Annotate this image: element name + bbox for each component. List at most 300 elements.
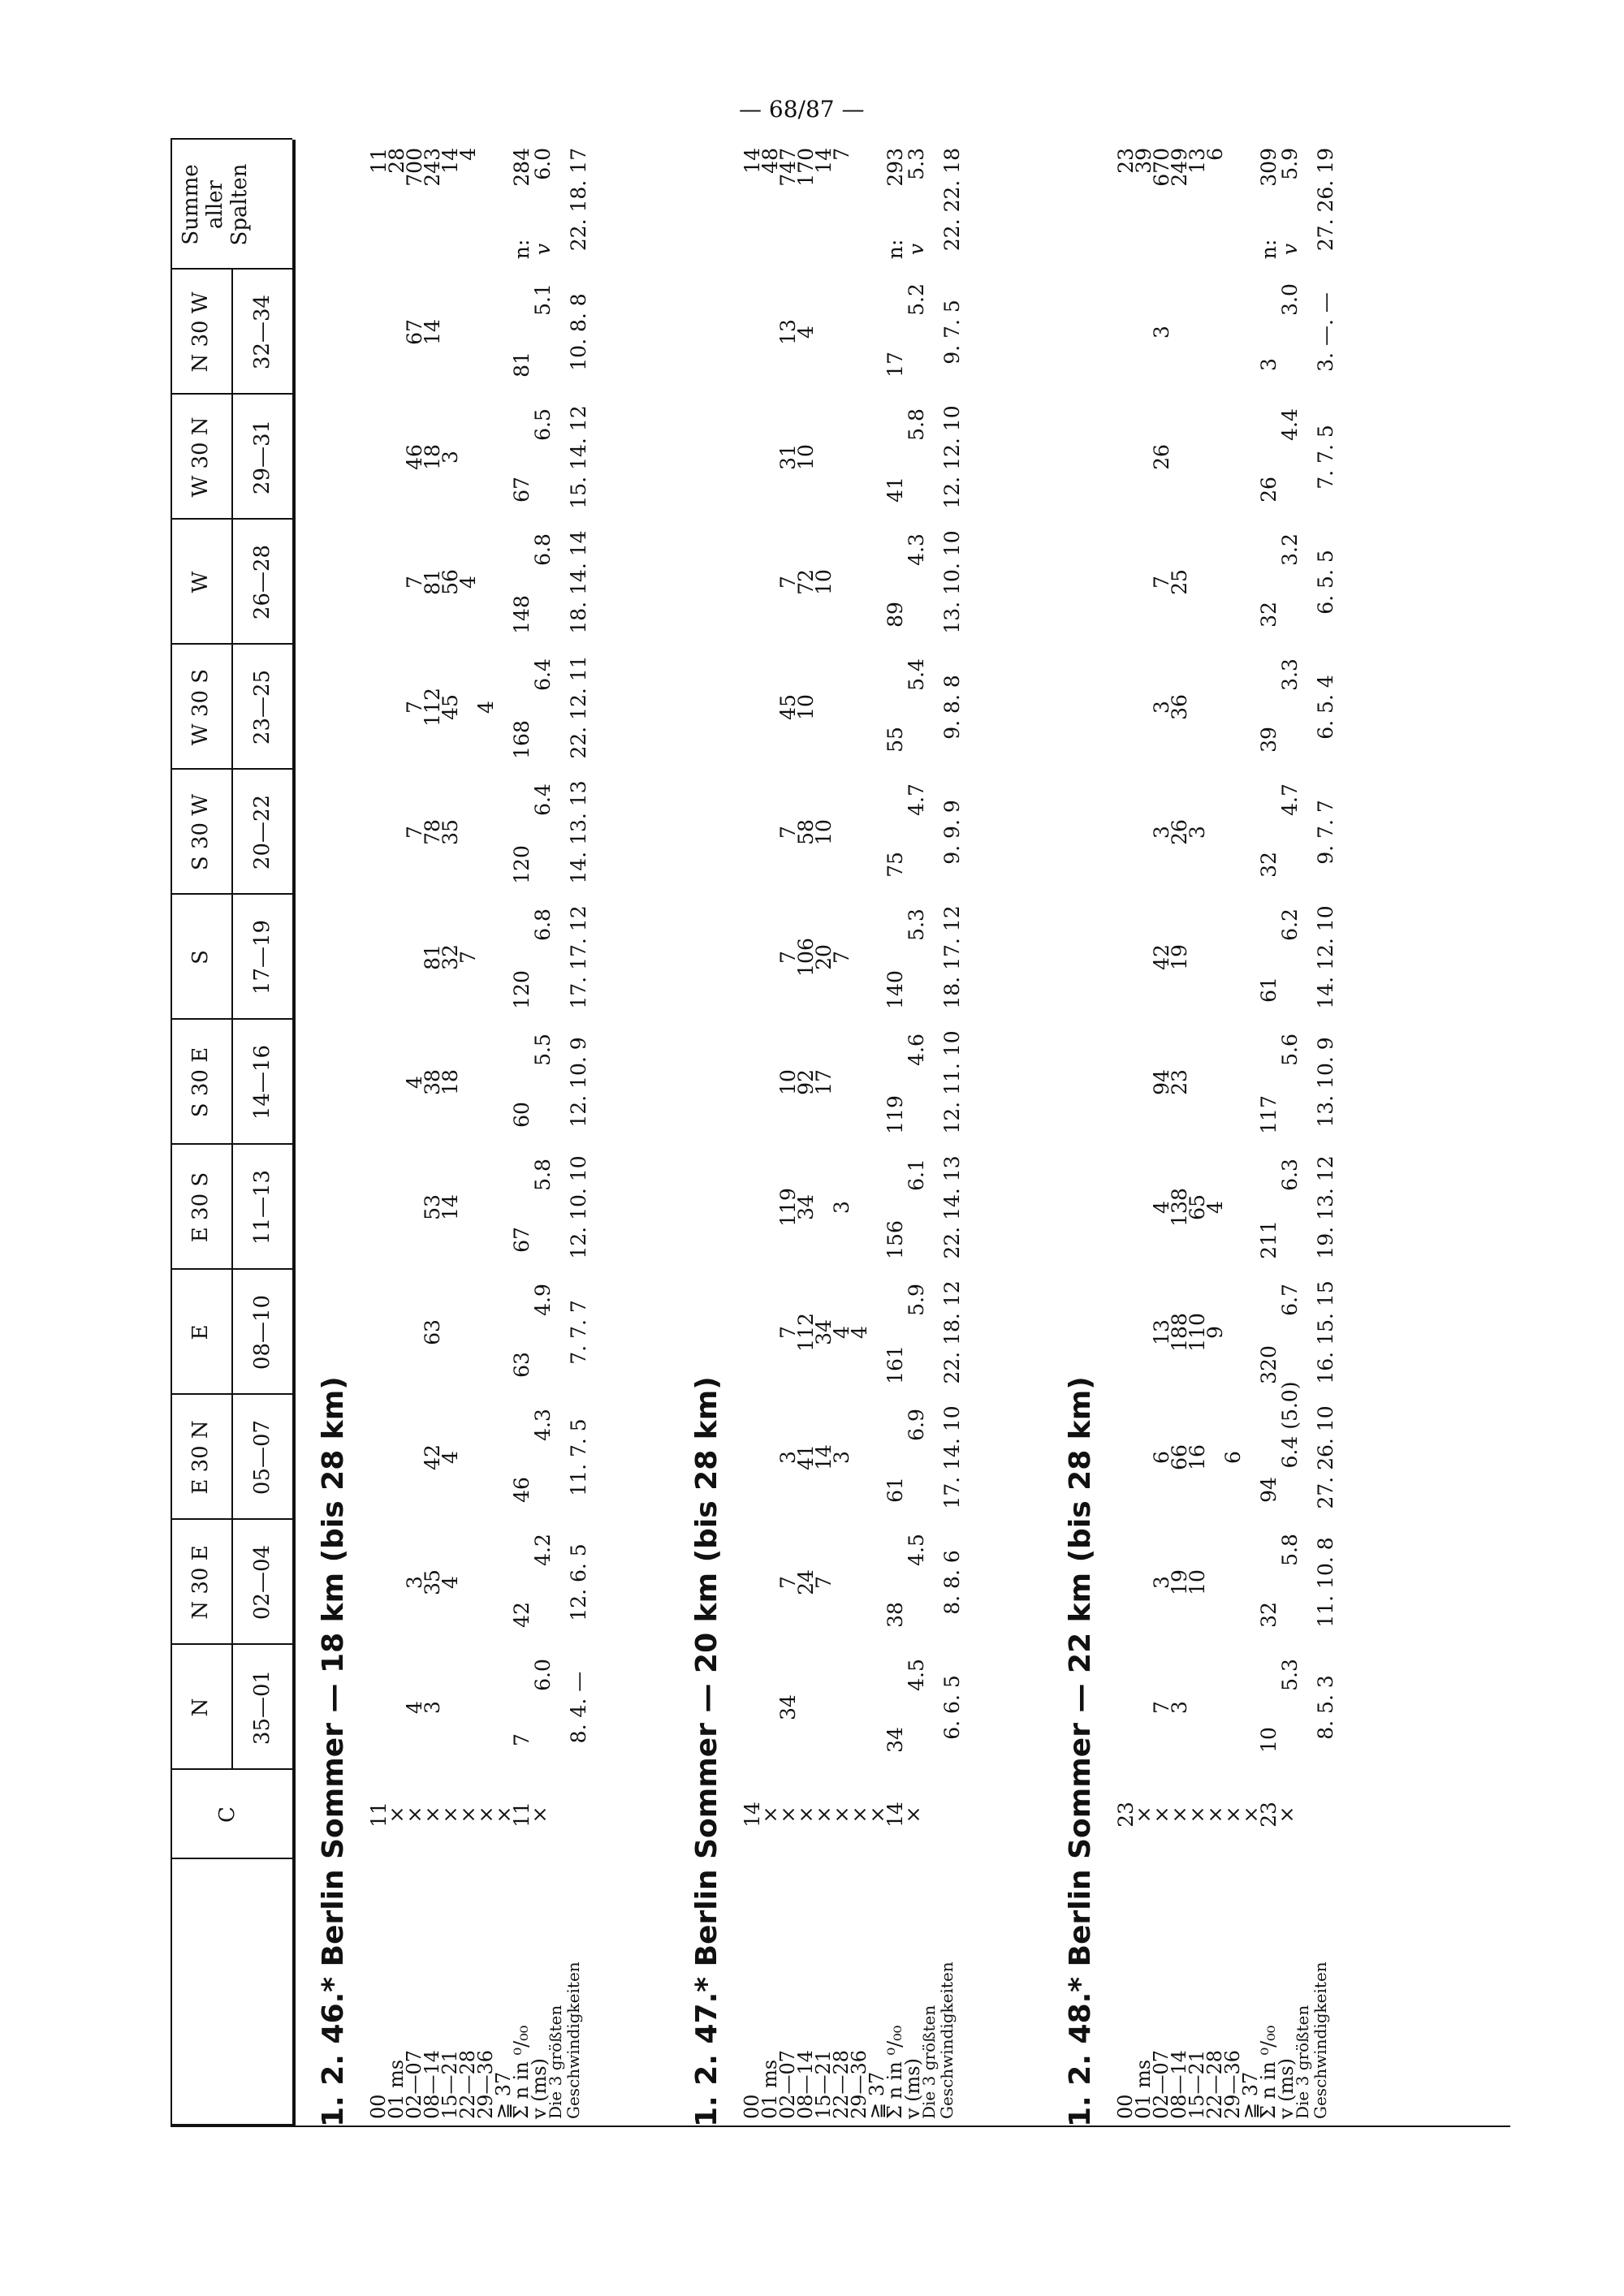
cross-mark: × [528, 1806, 551, 1823]
value-cell: 38 [883, 1602, 907, 1628]
cross-mark: × [1221, 1806, 1245, 1823]
value-cell: 4 [403, 1076, 426, 1089]
header-direction: N 30 W [188, 291, 213, 373]
cross-mark: × [403, 1806, 426, 1823]
row-label: 22—28 [1203, 2049, 1226, 2119]
sum-value: 28 [385, 148, 408, 174]
value-cell: 32 [438, 944, 462, 970]
value-cell: 3.3 [1278, 658, 1302, 691]
value-cell: 4 [1203, 1201, 1227, 1214]
sum-value: 747 [776, 148, 800, 187]
header-direction: E 30 S [188, 1172, 213, 1243]
value-cell: 4.3 [905, 533, 928, 566]
sum-value: 670 [1150, 148, 1173, 187]
value-cell: 3 [1186, 826, 1209, 839]
value-cell: 26 [1257, 477, 1281, 503]
value-cell: 10 [812, 819, 836, 845]
value-cell: 11 [510, 1802, 533, 1828]
value-cell: 19 [1168, 944, 1191, 970]
value-cell: 3 [403, 1576, 426, 1589]
value-cell: 92 [794, 1069, 818, 1095]
value-cell: 5.6 [1278, 1034, 1302, 1066]
sum-value: 4 [456, 148, 480, 161]
value-cell: 78 [421, 819, 444, 845]
value-cell: 25 [1168, 569, 1191, 595]
value-cell: 36 [1168, 694, 1191, 720]
sum-value: 48 [758, 148, 782, 174]
value-cell: 7 [456, 951, 480, 964]
row-label: 22—28 [830, 2049, 853, 2119]
value-cell: 14 [741, 1802, 764, 1828]
row-label: 02—07 [776, 2049, 799, 2119]
cross-mark: × [438, 1806, 462, 1823]
header-direction: S 30 E [188, 1047, 213, 1118]
value-cell: 63 [421, 1319, 444, 1345]
value-cell: 6 [1221, 1451, 1245, 1464]
header-degrees: 26—28 [250, 544, 274, 620]
section-title: 1. 2. 47.* Berlin Sommer — 20 km (bis 28 km) [690, 1376, 723, 2127]
value-cell: 72 [794, 569, 818, 595]
header-degrees: 35—01 [250, 1669, 274, 1746]
value-cell: 63 [510, 1352, 533, 1378]
header-degrees: 08—10 [250, 1294, 274, 1370]
value-cell: 7 [403, 826, 426, 839]
value-cell: 13 [776, 319, 800, 345]
value-cell: 61 [1257, 977, 1281, 1003]
value-cell: 6.4 (5.0) [1278, 1381, 1302, 1469]
value-cell: 14 [421, 319, 444, 345]
value-cell: 6.5 [531, 408, 555, 441]
header-direction: N 30 E [188, 1545, 213, 1620]
value-cell: 55 [883, 727, 907, 753]
top3-speeds: 10. 8. 8 [567, 293, 590, 371]
value-cell: 5.9 [905, 1284, 928, 1316]
value-cell: 3 [421, 1701, 444, 1714]
value-cell: 120 [510, 845, 533, 884]
value-cell: 10 [812, 569, 836, 595]
header-degrees: 29—31 [250, 419, 274, 495]
header-rule [171, 2124, 292, 2127]
top3-speeds: 19. 13. 12 [1314, 1155, 1337, 1259]
value-cell: 4.3 [531, 1409, 555, 1441]
top3-speeds: 6. 5. 5 [1314, 550, 1337, 615]
row-label: 00 [741, 2094, 763, 2119]
value-cell: 4 [794, 326, 818, 339]
value-cell: 81 [421, 944, 444, 970]
value-cell: 19 [1168, 1569, 1191, 1595]
value-cell: 6 [1150, 1451, 1173, 1464]
value-cell: 106 [794, 938, 818, 977]
value-cell: 7 [776, 576, 800, 589]
value-cell: 5.8 [905, 408, 928, 441]
value-cell: 53 [421, 1194, 444, 1220]
value-cell: 14 [438, 1194, 462, 1220]
value-cell: 23 [1168, 1069, 1191, 1095]
value-cell: 56 [438, 569, 462, 595]
header-degrees: 20—22 [250, 794, 274, 870]
value-cell: 3 [1150, 1576, 1173, 1589]
cross-mark: × [866, 1806, 889, 1823]
value-cell: 23 [1257, 1802, 1281, 1828]
cross-mark: × [758, 1806, 782, 1823]
value-cell: 3 [1257, 358, 1281, 371]
value-cell: 32 [1257, 1602, 1281, 1628]
row-label: 00 [367, 2094, 390, 2119]
sum-n-value: 309 [1257, 148, 1281, 187]
top3-speeds: 12. 10. 10 [567, 1155, 590, 1259]
sum-v-label: v [1278, 243, 1302, 256]
top3-speeds: 22. 18. 12 [940, 1280, 964, 1384]
value-cell: 89 [883, 602, 907, 628]
top3-speeds: 8. 5. 3 [1314, 1675, 1337, 1740]
row-label: 02—07 [403, 2049, 425, 2119]
value-cell: 4.7 [1278, 783, 1302, 816]
sum-v-value: 6.0 [531, 148, 555, 180]
value-cell: 5.2 [905, 283, 928, 316]
page-number: — 68/87 — [739, 96, 865, 123]
value-cell: 112 [421, 688, 444, 727]
top3-speeds: 7. 7. 7 [567, 1300, 590, 1365]
top3-speeds: 14. 13. 13 [567, 780, 590, 884]
cross-mark: × [1275, 1806, 1298, 1823]
value-cell: 7 [403, 701, 426, 714]
header-direction: W 30 N [188, 416, 213, 498]
top3-speeds: 3. —. — [1314, 292, 1337, 372]
value-cell: 7 [510, 1733, 533, 1746]
header-direction: W [188, 571, 213, 593]
top3-speeds: 8. 4. — [567, 1671, 590, 1744]
value-cell: 7 [1150, 1701, 1173, 1714]
row-label: Die 3 größten [919, 2005, 939, 2119]
top3-speeds: 12. 6. 5 [567, 1543, 590, 1621]
top3-speeds: 12. 11. 10 [940, 1030, 964, 1134]
value-cell: 3.2 [1278, 533, 1302, 566]
value-cell: 14 [812, 1444, 836, 1470]
value-cell: 4.5 [905, 1659, 928, 1691]
header-degrees: 17—19 [250, 919, 274, 995]
value-cell: 17 [812, 1069, 836, 1095]
sum-n-label: n: [883, 239, 907, 260]
value-cell: 46 [403, 444, 426, 470]
sum-value: 23 [1114, 148, 1138, 174]
value-cell: 140 [883, 970, 907, 1009]
value-cell: 45 [776, 694, 800, 720]
value-cell: 7 [776, 951, 800, 964]
value-cell: 9 [1203, 1326, 1227, 1339]
row-label: 29—36 [474, 2049, 497, 2119]
value-cell: 4.7 [905, 783, 928, 816]
value-cell: 3 [830, 1201, 853, 1214]
row-label: ≧ 37 [492, 2071, 515, 2119]
row-label: 15—21 [438, 2049, 461, 2119]
value-cell: 320 [1257, 1345, 1281, 1384]
value-cell: 13 [1150, 1319, 1173, 1345]
value-cell: 7 [776, 1326, 800, 1339]
top3-speeds: 6. 6. 5 [940, 1675, 964, 1740]
value-cell: 24 [794, 1569, 818, 1595]
value-cell: 6.2 [1278, 908, 1302, 941]
header-rule [231, 270, 233, 1770]
value-cell: 4 [456, 576, 480, 589]
sum-n-value: 284 [510, 148, 533, 187]
value-cell: 67 [510, 1227, 533, 1253]
row-label: v (ms) [901, 2058, 924, 2119]
row-label: Σ n in ⁰/₀₀ [510, 2025, 533, 2119]
header-direction: E 30 N [188, 1420, 213, 1495]
value-cell: 4 [1150, 1201, 1173, 1214]
sum-value: 14 [812, 148, 836, 174]
value-cell: 4 [438, 1576, 462, 1589]
cross-mark: × [1168, 1806, 1191, 1823]
sum-n-value: 293 [883, 148, 907, 187]
value-cell: 4.6 [905, 1034, 928, 1066]
value-cell: 34 [794, 1194, 818, 1220]
value-cell: 120 [510, 970, 533, 1009]
value-cell: 5.5 [531, 1034, 555, 1066]
row-label: 08—14 [1168, 2049, 1190, 2119]
value-cell: 10 [1186, 1569, 1209, 1595]
value-cell: 4 [474, 701, 498, 714]
value-cell: 42 [1150, 944, 1173, 970]
value-cell: 42 [510, 1602, 533, 1628]
header-rule [292, 140, 296, 2127]
cross-mark: × [421, 1806, 444, 1823]
value-cell: 6.7 [1278, 1284, 1302, 1316]
value-cell: 7 [776, 826, 800, 839]
value-cell: 168 [510, 720, 533, 759]
value-cell: 3 [1150, 701, 1173, 714]
top3-speeds: 13. 10. 9 [1314, 1037, 1337, 1128]
header-direction: W 30 S [188, 668, 213, 746]
value-cell: 17 [883, 352, 907, 378]
value-cell: 32 [1257, 602, 1281, 628]
value-cell: 5.3 [905, 908, 928, 941]
cross-mark: × [492, 1806, 516, 1823]
header-degrees: 11—13 [250, 1169, 274, 1245]
cross-mark: × [776, 1806, 800, 1823]
sum-n-label: n: [1257, 239, 1281, 260]
value-cell: 6.8 [531, 908, 555, 941]
row-label: 29—36 [1221, 2049, 1244, 2119]
value-cell: 10 [1257, 1727, 1281, 1753]
cross-mark: × [456, 1806, 480, 1823]
sum-value: 700 [403, 148, 426, 187]
sum-value: 249 [1168, 148, 1191, 187]
header-direction: S 30 W [188, 793, 213, 871]
cross-mark: × [1186, 1806, 1209, 1823]
value-cell: 7 [776, 1576, 800, 1589]
value-cell: 34 [812, 1319, 836, 1345]
top3-speeds: 9. 7. 5 [940, 300, 964, 365]
value-cell: 18 [421, 444, 444, 470]
value-cell: 117 [1257, 1095, 1281, 1134]
row-label: Die 3 größten [546, 2005, 565, 2119]
sum-v-value: 5.3 [905, 148, 928, 180]
cross-mark: × [848, 1806, 871, 1823]
value-cell: 5.4 [905, 658, 928, 691]
row-label: 08—14 [794, 2049, 817, 2119]
value-cell: 45 [438, 694, 462, 720]
top3-speeds: 11. 10. 8 [1314, 1537, 1337, 1628]
row-label: 15—21 [812, 2049, 835, 2119]
row-label: 08—14 [421, 2049, 443, 2119]
value-cell: 66 [1168, 1444, 1191, 1470]
row-label: v (ms) [528, 2058, 551, 2119]
sum-value: 13 [1186, 148, 1209, 174]
top3-speeds: 12. 10. 9 [567, 1037, 590, 1128]
top3-speeds: 9. 7. 7 [1314, 800, 1337, 865]
value-cell: 138 [1168, 1188, 1191, 1227]
header-degrees: 23—25 [250, 669, 274, 745]
value-cell: 5.1 [531, 283, 555, 316]
table-header [171, 163, 292, 2127]
sum-value: 243 [421, 148, 444, 187]
cross-mark: × [1203, 1806, 1227, 1823]
sum-top3-speeds: 27. 26. 19 [1314, 148, 1337, 252]
header-degrees: 05—07 [250, 1419, 274, 1495]
value-cell: 35 [438, 819, 462, 845]
value-cell: 4.2 [531, 1534, 555, 1566]
value-cell: 6.4 [531, 658, 555, 691]
top3-speeds: 14. 12. 10 [1314, 905, 1337, 1009]
header-degrees: 02—04 [250, 1544, 274, 1621]
value-cell: 35 [421, 1569, 444, 1595]
value-cell: 58 [794, 819, 818, 845]
value-cell: 7 [830, 951, 853, 964]
value-cell: 6.3 [1278, 1159, 1302, 1191]
value-cell: 4.9 [531, 1284, 555, 1316]
value-cell: 81 [510, 352, 533, 378]
value-cell: 94 [1150, 1069, 1173, 1095]
value-cell: 188 [1168, 1313, 1191, 1352]
sum-value: 39 [1132, 148, 1155, 174]
value-cell: 10 [794, 694, 818, 720]
header-direction: E [188, 1324, 213, 1340]
row-label: 01 ms [758, 2059, 781, 2119]
value-cell: 11 [367, 1802, 391, 1828]
value-cell: 119 [776, 1188, 800, 1227]
sum-value: 11 [367, 148, 391, 174]
row-label: 02—07 [1150, 2049, 1173, 2119]
header-direction: S [188, 950, 213, 965]
value-cell: 39 [1257, 727, 1281, 753]
row-label: 22—28 [456, 2049, 479, 2119]
value-cell: 6.1 [905, 1159, 928, 1191]
value-cell: 31 [776, 444, 800, 470]
row-label: Geschwindigkeiten [937, 1962, 957, 2119]
top3-speeds: 15. 14. 12 [567, 405, 590, 509]
sum-v-label: v [905, 243, 928, 256]
left-rule [292, 2126, 1510, 2127]
cross-mark: × [901, 1806, 925, 1823]
value-cell: 3 [776, 1451, 800, 1464]
value-cell: 6.0 [531, 1659, 555, 1691]
row-label: 01 ms [1132, 2059, 1155, 2119]
header-degrees: 32—34 [250, 294, 274, 370]
top3-speeds: 11. 7. 5 [567, 1418, 590, 1496]
value-cell: 5.8 [531, 1159, 555, 1191]
value-cell: 161 [883, 1345, 907, 1384]
row-label: v (ms) [1275, 2058, 1298, 2119]
sum-value: 7 [830, 148, 853, 161]
row-label: Σ n in ⁰/₀₀ [1257, 2025, 1280, 2119]
value-cell: 20 [812, 944, 836, 970]
value-cell: 156 [883, 1220, 907, 1259]
header-rule [171, 140, 172, 2127]
value-cell: 60 [510, 1102, 533, 1128]
top3-speeds: 6. 5. 4 [1314, 675, 1337, 740]
sum-v-label: v [531, 243, 555, 256]
top3-speeds: 7. 7. 5 [1314, 425, 1337, 490]
sum-value: 14 [438, 148, 462, 174]
value-cell: 7 [403, 576, 426, 589]
top3-speeds: 17. 14. 10 [940, 1405, 964, 1509]
value-cell: 3 [438, 451, 462, 464]
value-cell: 26 [1168, 819, 1191, 845]
value-cell: 4.5 [905, 1534, 928, 1566]
value-cell: 34 [776, 1694, 800, 1720]
row-label: 01 ms [385, 2059, 408, 2119]
row-label: 00 [1114, 2094, 1137, 2119]
cross-mark: × [1239, 1806, 1263, 1823]
value-cell: 67 [510, 477, 533, 503]
header-direction: N [188, 1698, 213, 1717]
cross-mark: × [1150, 1806, 1173, 1823]
top3-speeds: 22. 12. 11 [567, 655, 590, 759]
row-label: ≧ 37 [866, 2071, 888, 2119]
section-title: 1. 2. 46.* Berlin Sommer — 18 km (bis 28 km) [317, 1376, 350, 2127]
top3-speeds: 9. 9. 9 [940, 800, 964, 865]
value-cell: 41 [794, 1444, 818, 1470]
header-direction: Summe aller Spalten [179, 163, 252, 246]
value-cell: 10 [776, 1069, 800, 1095]
value-cell: 75 [883, 852, 907, 878]
value-cell: 41 [883, 477, 907, 503]
row-label: Geschwindigkeiten [564, 1962, 583, 2119]
cross-mark: × [812, 1806, 836, 1823]
value-cell: 3.0 [1278, 283, 1302, 316]
cross-mark: × [1132, 1806, 1155, 1823]
sum-n-label: n: [510, 239, 533, 260]
value-cell: 81 [421, 569, 444, 595]
value-cell: 23 [1114, 1802, 1138, 1828]
value-cell: 16 [1186, 1444, 1209, 1470]
top3-speeds: 18. 17. 12 [940, 905, 964, 1009]
value-cell: 46 [510, 1477, 533, 1503]
top3-speeds: 18. 14. 14 [567, 530, 590, 634]
value-cell: 3 [1150, 826, 1173, 839]
sum-v-value: 5.9 [1278, 148, 1302, 180]
cross-mark: × [794, 1806, 818, 1823]
value-cell: 3 [1168, 1701, 1191, 1714]
sum-top3-speeds: 22. 22. 18 [940, 148, 964, 252]
header-degrees: 14—16 [250, 1044, 274, 1120]
value-cell: 6.9 [905, 1409, 928, 1441]
sum-top3-speeds: 22. 18. 17 [567, 148, 590, 252]
top3-speeds: 13. 10. 10 [940, 530, 964, 634]
value-cell: 7 [812, 1576, 836, 1589]
value-cell: 112 [794, 1313, 818, 1352]
top3-speeds: 9. 8. 8 [940, 675, 964, 740]
row-label: Geschwindigkeiten [1311, 1962, 1330, 2119]
value-cell: 18 [438, 1069, 462, 1095]
value-cell: 6.4 [531, 783, 555, 816]
value-cell: 119 [883, 1095, 907, 1134]
value-cell: 94 [1257, 1477, 1281, 1503]
top3-speeds: 12. 12. 10 [940, 405, 964, 509]
value-cell: 110 [1186, 1313, 1209, 1352]
value-cell: 65 [1186, 1194, 1209, 1220]
